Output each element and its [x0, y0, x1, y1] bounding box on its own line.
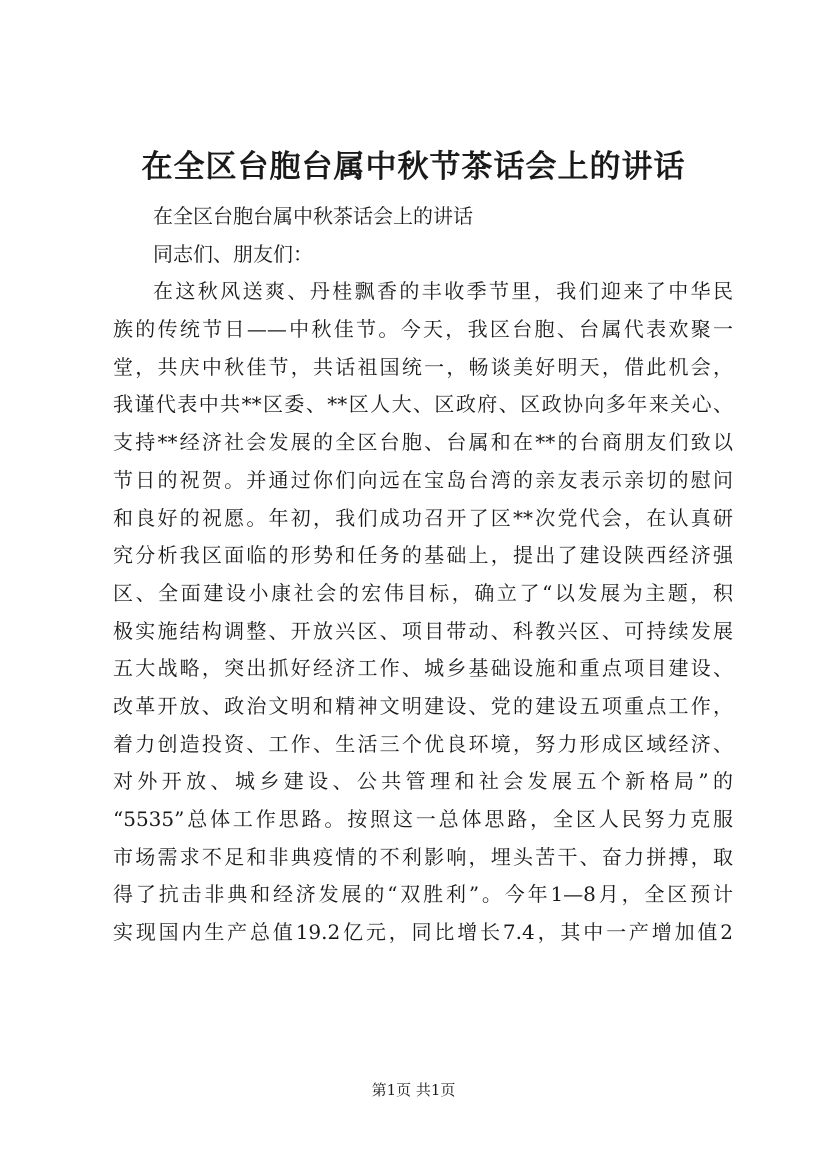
paragraph-line: 和良好的祝愿。年初，我们成功召开了区**次党代会，在认真研 — [113, 505, 733, 530]
paragraph-line: 市场需求不足和非典疫情的不利影响，埋头苦干、奋力拼搏，取 — [113, 844, 733, 869]
paragraph-line: 区、全面建设小康社会的宏伟目标，确立了“以发展为主题，积 — [113, 580, 733, 605]
document-body — [113, 198, 733, 952]
document-title: 在全区台胞台属中秋节茶话会上的讲话 — [141, 149, 686, 185]
paragraph-line: 在这秋风送爽、丹桂飘香的丰收季节里，我们迎来了中华民 — [153, 279, 733, 304]
paragraph-line: 节日的祝贺。并通过你们向远在宝岛台湾的亲友表示亲切的慰问 — [113, 467, 733, 492]
paragraph-line: 改革开放、政治文明和精神文明建设、党的建设五项重点工作， — [113, 693, 733, 718]
paragraph-line: 着力创造投资、工作、生活三个优良环境，努力形成区域经济、 — [113, 731, 733, 756]
paragraph-line: 在全区台胞台属中秋茶话会上的讲话 — [153, 204, 473, 228]
paragraph-line: 得了抗击非典和经济发展的“双胜利”。今年1—8月，全区预计 — [113, 882, 733, 907]
paragraph-line: 五大战略，突出抓好经济工作、城乡基础设施和重点项目建设、 — [113, 656, 733, 681]
paragraph-line: 支持**经济社会发展的全区台胞、台属和在**的台商朋友们致以 — [113, 430, 733, 455]
paragraph-line: “5535”总体工作思路。按照这一总体思路，全区人民努力克服 — [113, 807, 733, 831]
paragraph-line: 族的传统节日——中秋佳节。今天，我区台胞、台属代表欢聚一 — [113, 317, 733, 342]
paragraph-line: 同志们、朋友们： — [153, 241, 313, 266]
paragraph-line: 极实施结构调整、开放兴区、项目带动、科教兴区、可持续发展 — [113, 618, 733, 643]
paragraph-line: 我谨代表中共**区委、**区人大、区政府、区政协向多年来关心、 — [113, 392, 733, 417]
paragraph-line: 对外开放、城乡建设、公共管理和社会发展五个新格局”的 — [113, 769, 733, 794]
page-footer: 第1页 共1页 — [371, 1081, 456, 1099]
paragraph-line: 究分析我区面临的形势和任务的基础上，提出了建设陕西经济强 — [113, 543, 733, 568]
paragraph-line: 实现国内生产总值19.2亿元，同比增长7.4，其中一产增加值2 — [113, 920, 733, 945]
paragraph-line: 堂，共庆中秋佳节，共话祖国统一，畅谈美好明天，借此机会， — [113, 354, 733, 379]
